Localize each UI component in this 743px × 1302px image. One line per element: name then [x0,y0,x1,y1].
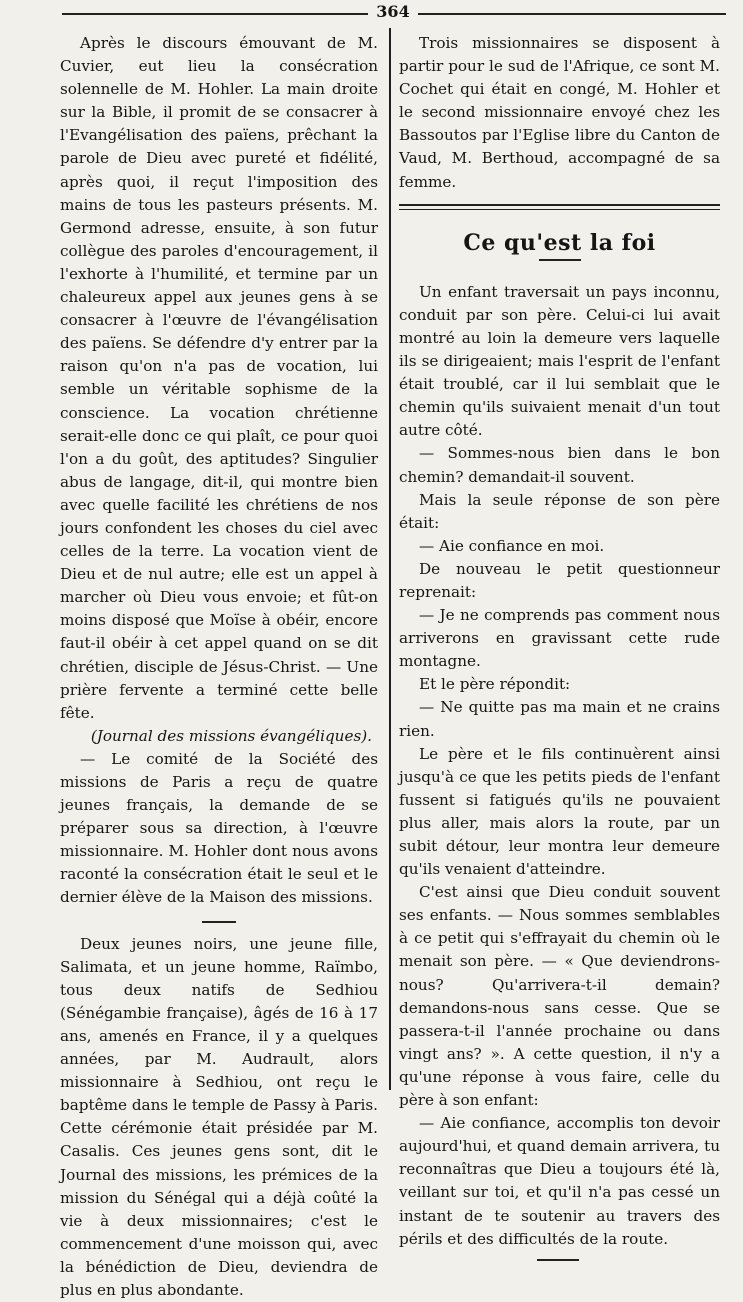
paragraph: Et le père répondit: [419,675,571,694]
header-rule-left [62,13,368,15]
title-separator [539,259,581,261]
article-title: Ce qu'est la foi [463,229,656,256]
paragraph: Deux jeunes noirs, une jeune fille, Salimata, et un jeune homme, Raïmbo, tous deux natifs de Sedhiou (Sénégambie française), âgés de 16 à 17 ans, amenés en France, il y a quelques années, par M. Audrault, alors missionnaire à Sedhiou, ont reçu le baptême dans le temple de Passy à Paris. Cette cérémonie était présidée par M. Casalis. Ces jeunes gens sont, dit le Journal des missions, les prémices de la mission du Sénégal qui a déjà coûté la vie à deux missionnaires; c'est le commencement d'une moisson qui, avec la bénédiction de Dieu, deviendra de plus en plus abondante. [60,934,378,1299]
paragraph: Trois missionnaires se disposent à partir pour le sud de l'Afrique, ce sont M. Cochet qui était en congé, M. Hohler et le second missionnaire envoyé chez les Bassoutos par l'Eglise libre du Canton de Vaud, M. Berthoud, accompagné de sa femme. [399,34,720,191]
paragraph: Un enfant traversait un pays inconnu, conduit par son père. Celui-ci lui avait montré au loin la demeure vers laquelle ils se dirigeaient; mais l'esprit de l'enfant était troublé, car il lui semblait que le chemin qu'ils suivaient menait d'un tout autre côté. [399,282,720,440]
paragraph: Après le discours émouvant de M. Cuvier, eut lieu la consécration solennelle de M. Hohler. La main droite sur la Bible, il promit de se consacrer à l'Evangélisation des païens, prêchant la parole de Dieu avec pureté et fidélité, après quoi, il reçut l'imposition des mains de tous les pasteurs présents. M. Germond adresse, ensuite, à son futur collègue des paroles d'encouragement, il l'exhorte à l'humilité, et termine par un chaleureux appel aux jeunes gens à se consacrer à l'œuvre de l'évangélisation des païens. Se défendre d'y entrer par la raison qu'on n'a pas de vocation, lui semble un véritable sophisme de la conscience. La vocation chrétienne serait-elle donc ce qui plaît, ce pour quoi l'on a du goût, des aptitudes? Singulier abus de langage, dit-il, qui montre bien avec quelle facilité les chrétiens de nos jours confondent les choses du ciel avec celles de la terre. La vocation vient de Dieu et de nul autre; elle est un appel à marcher où Dieu vous envoie; et fût-on moins disposé que Moïse à obéir, encore faut-il obéir à cet appel quand on se dit chrétien, disciple de Jésus-Christ. — Une prière fervente a terminé cette belle fête. [60,34,378,722]
paragraph: — Aie confiance, accomplis ton devoir aujourd'hui, et quand demain arrivera, tu reconnaîtras que Dieu a toujours été là, veillant sur toi, et qu'il n'a pas cessé un instant de te soutenir au travers des périls et des difficultés de la route. [399,1114,720,1248]
left-column [60,32,378,1302]
paragraph: — Le comité de la Société des missions de Paris a reçu de quatre jeunes français, la demande de se préparer sous sa direction, à l'œuvre missionnaire. M. Hohler dont nous avons raconté la consécration était le seul et le dernier élève de la Maison des missions. [60,749,378,907]
source-citation: (Journal des missions évangéliques). [90,726,372,745]
paragraph: — Je ne comprends pas comment nous arriverons en gravissant cette rude montagne. [399,606,720,671]
right-column [399,32,720,1261]
double-rule [399,204,720,210]
page-number: 364 [376,2,410,21]
column-divider [389,28,391,1090]
paragraph: — Sommes-nous bien dans le bon chemin? demandait-il souvent. [399,444,720,486]
paragraph: C'est ainsi que Dieu conduit souvent ses enfants. — Nous sommes semblables à ce petit qui s'effrayait du chemin où le menait son père. — « Que deviendrons-nous? Qu'arrivera-t-il demain? demandons-nous sans cesse. Que se passera-t-il l'année prochaine ou dans vingt ans? ». A cette question, il n'y a qu'une réponse à vous faire, celle du père à son enfant: [399,883,720,1110]
header-rule-right [418,13,726,15]
paragraph: — Aie confiance en moi. [419,536,605,555]
paragraph: — Ne quitte pas ma main et ne crains rien. [399,698,720,740]
paragraph: Mais la seule réponse de son père était: [399,490,720,532]
paragraph: De nouveau le petit questionneur reprenait: [399,559,720,601]
paragraph: Le père et le fils continuèrent ainsi jusqu'à ce que les petits pieds de l'enfant fussent si fatigués qu'ils ne pouvaient plus aller, mais alors la route, par un subit détour, leur montra leur demeure qu'ils venaient d'atteindre. [399,744,720,879]
end-separator [537,1259,579,1261]
section-separator [202,921,236,923]
